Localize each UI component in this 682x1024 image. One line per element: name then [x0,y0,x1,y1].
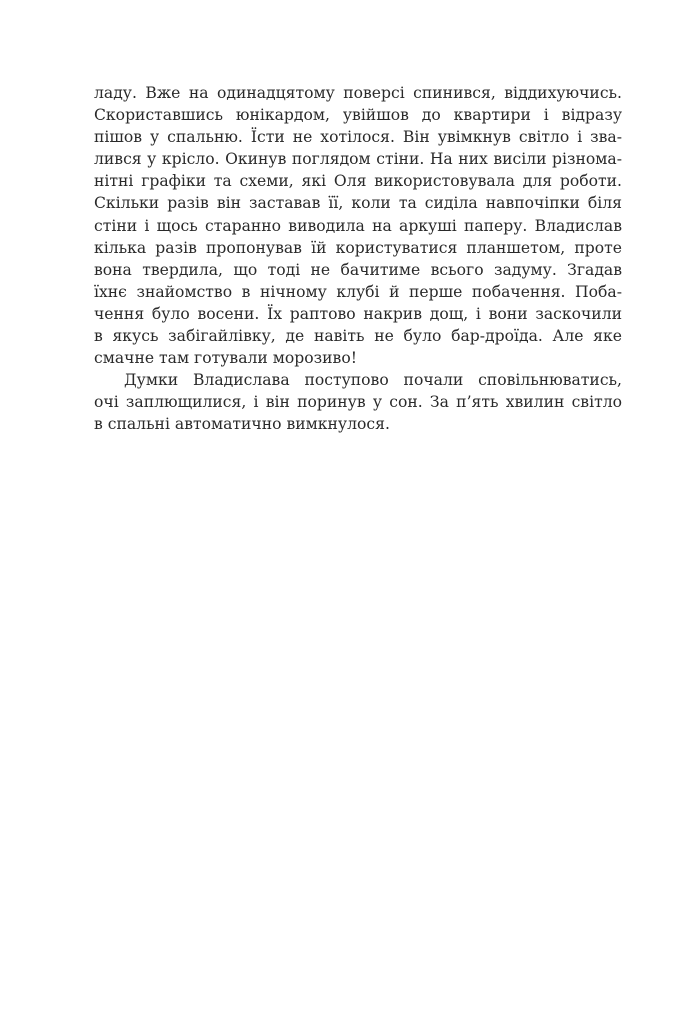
text-line: кілька разів пропонував їй користуватися планшетом, проте [94,238,622,257]
text-line: в якусь забігайлівку, де навіть не було бар-дроїда. Але яке [94,327,622,346]
body-text [94,82,622,436]
text-line: ладу. Вже на одинадцятому поверсі спинився, віддихуючись. [94,84,622,102]
text-line: вона твердила, що тоді не бачитиме всього задуму. Згадав [94,260,622,279]
text-line: Думки Владислава поступово почали сповільнюватись, [124,371,622,390]
text-line: їхнє знайомство в нічному клубі й перше побачення. Поба- [94,282,622,301]
text-line: стіни і щось старанно виводила на аркуші паперу. Владислав [94,216,622,235]
paragraph-2 [94,369,622,435]
text-line: чення було восени. Їх раптово накрив дощ, і вони заскочили [94,304,622,323]
text-line: нітні графіки та схеми, які Оля використовувала для роботи. [94,172,622,191]
text-line: пішов у спальню. Їсти не хотілося. Він увімкнув світло і зва- [94,128,622,147]
text-line: очі заплющилися, і він поринув у сон. За п’ять хвилин світло [94,393,622,412]
text-line: Скільки разів він заставав її, коли та сиділа навпочіпки біля [94,194,622,213]
text-line: в спальні автоматично вимкнулося. [94,415,390,434]
text-line: смачне там готували морозиво! [94,349,357,368]
text-line: лився у крісло. Окинув поглядом стіни. На них висіли різнома- [94,150,622,169]
paragraph-1 [94,82,622,369]
text-line: Скориставшись юнікардом, увійшов до квартири і відразу [94,106,622,125]
